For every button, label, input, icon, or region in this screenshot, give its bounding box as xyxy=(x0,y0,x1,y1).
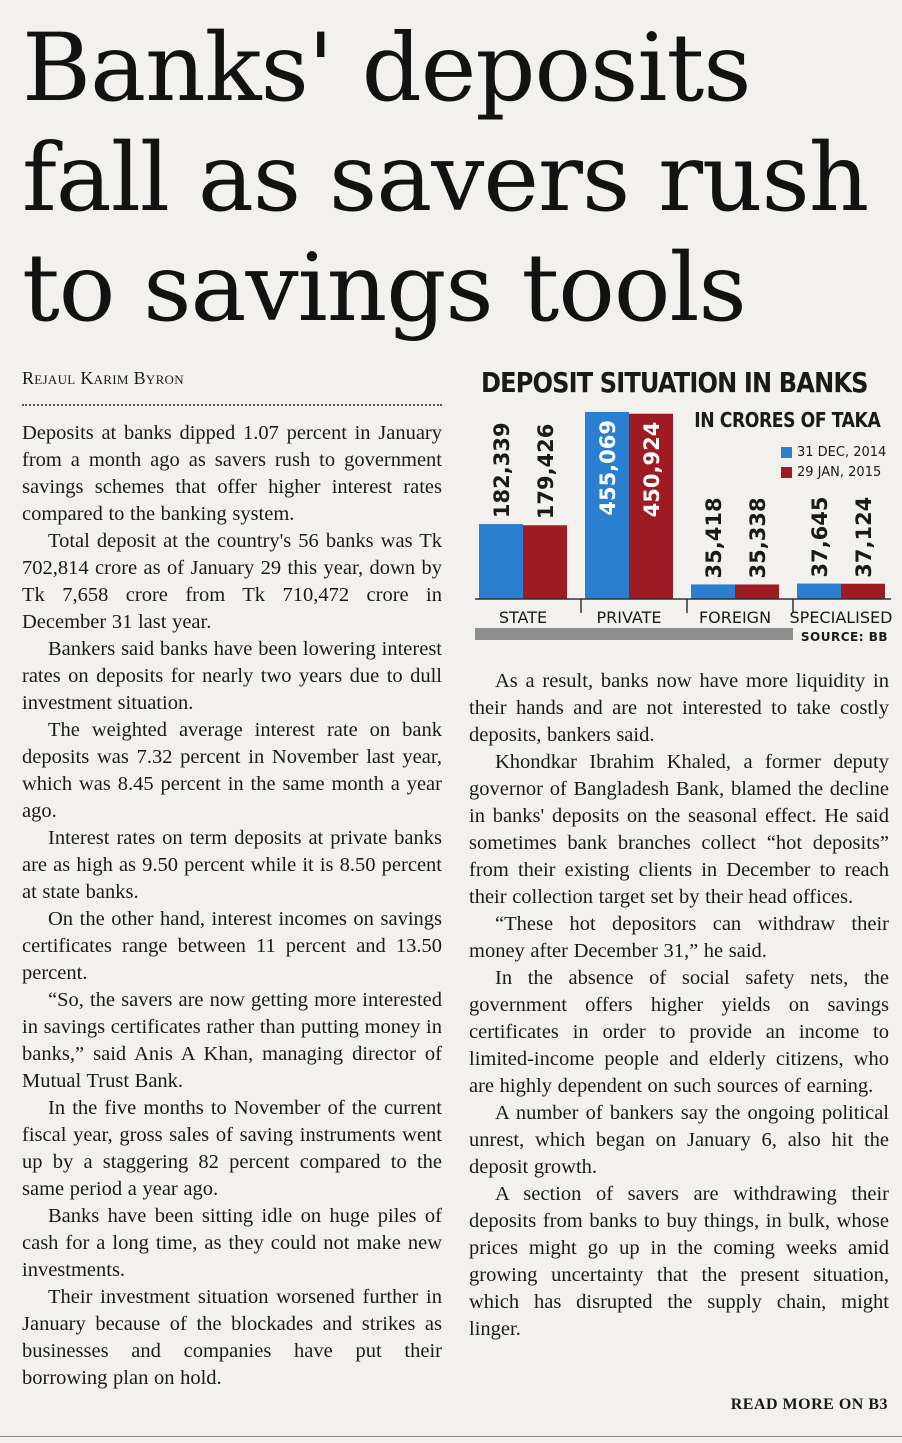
article-column-left xyxy=(22,420,442,1392)
bar-foreign-series-1 xyxy=(691,584,735,599)
bar-state-series-1 xyxy=(479,524,523,599)
headline-line-3: to savings tools xyxy=(22,234,746,343)
paragraph: On the other hand, interest incomes on savings certificates range between 11 percent and 13.50 percent. xyxy=(22,908,442,984)
bar-foreign-series-2 xyxy=(735,584,779,599)
headline xyxy=(22,14,892,344)
paragraph: Banks have been sitting idle on huge piles of cash for a long time, as they could not make new investments. xyxy=(22,1205,442,1281)
paragraph: Interest rates on term deposits at private banks are as high as 9.50 percent while it is 8.50 percent at state banks. xyxy=(22,827,442,903)
bar-value-label: 35,338 xyxy=(746,497,770,579)
bar-value-label: 37,645 xyxy=(808,496,832,578)
bar-specialised-series-2 xyxy=(841,584,885,599)
paragraph: Total deposit at the country's 56 banks was Tk 702,814 crore as of January 29 this year, down by Tk 7,658 crore from Tk 710,472 crore in December 31 last year. xyxy=(22,530,442,633)
paragraph: “So, the savers are now getting more interested in savings certificates rather than putting money in banks,” said Anis A Khan, managing director of Mutual Trust Bank. xyxy=(22,989,442,1092)
paragraph: The weighted average interest rate on bank deposits was 7.32 percent in November last year, which was 8.45 percent in the same month a year ago. xyxy=(22,719,442,822)
category-label-private: PRIVATE xyxy=(596,608,662,627)
chart-plot xyxy=(469,364,894,654)
source-bar xyxy=(475,628,793,640)
paragraph: As a result, banks now have more liquidity in their hands and are not interested to take costly deposits, bankers said. xyxy=(469,670,889,746)
read-more-link[interactable]: READ MORE ON B3 xyxy=(730,1396,888,1413)
byline: Rejaul Karim Byron xyxy=(22,368,184,388)
paragraph: Deposits at banks dipped 1.07 percent in January from a month ago as savers rush to government savings schemes that offer higher interest rates compared to the banking system. xyxy=(22,422,442,525)
bar-specialised-series-1 xyxy=(797,584,841,599)
category-label-specialised: SPECIALISED xyxy=(789,608,893,627)
paragraph: A number of bankers say the ongoing political unrest, which began on January 6, also hit the deposit growth. xyxy=(469,1102,889,1178)
bar-value-label: 455,069 xyxy=(596,420,620,516)
paragraph: In the absence of social safety nets, the government offers higher yields on savings certificates in order to provide an income to limited-income people and elderly citizens, who are highly dependent on such sources of earning. xyxy=(469,967,889,1097)
paragraph: A section of savers are withdrawing their deposits from banks to buy things, in bulk, whose prices might go up in the coming weeks amid growing uncertainty that the present situation, which has disrupted the supply chain, might linger. xyxy=(469,1183,889,1340)
paragraph: Their investment situation worsened further in January because of the blockades and strikes as businesses and companies have put their borrowing plan on hold. xyxy=(22,1286,442,1389)
bar-state-series-2 xyxy=(523,525,567,599)
legend-label-dec-2014: 31 DEC, 2014 xyxy=(797,444,887,460)
paragraph: Khondkar Ibrahim Khaled, a former deputy governor of Bangladesh Bank, blamed the decline in banks' deposits on the seasonal effect. He said sometimes bank branches collect “hot deposits” from their existing clients in December to reach their collection target set by their head offices. xyxy=(469,751,889,908)
bottom-rule xyxy=(0,1436,902,1437)
deposit-chart xyxy=(469,364,894,654)
chart-subtitle: IN CRORES OF TAKA xyxy=(693,408,880,432)
chart-title: DEPOSIT SITUATION IN BANKS xyxy=(481,366,868,399)
paragraph: Bankers said banks have been lowering interest rates on deposits for nearly two years due to dull investment situation. xyxy=(22,638,442,714)
headline-line-1: Banks' deposits xyxy=(22,14,751,123)
paragraph: In the five months to November of the current fiscal year, gross sales of saving instruments went up by a staggering 82 percent compared to the same period a year ago. xyxy=(22,1097,442,1200)
legend-label-jan-2015: 29 JAN, 2015 xyxy=(797,464,882,480)
chart-source: SOURCE: BB xyxy=(800,630,888,644)
bar-value-label: 182,339 xyxy=(490,422,514,519)
headline-line-2: fall as savers rush xyxy=(22,124,869,233)
article-column-right xyxy=(469,668,889,1343)
bar-value-label: 450,924 xyxy=(640,421,664,518)
bar-value-label: 37,124 xyxy=(852,496,876,578)
paragraph: “These hot depositors can withdraw their money after December 31,” he said. xyxy=(469,913,889,962)
dotted-divider xyxy=(22,404,442,406)
bar-value-label: 179,426 xyxy=(534,423,558,520)
category-label-state: STATE xyxy=(498,608,548,627)
bar-value-label: 35,418 xyxy=(702,497,726,579)
category-label-foreign: FOREIGN xyxy=(698,608,772,627)
